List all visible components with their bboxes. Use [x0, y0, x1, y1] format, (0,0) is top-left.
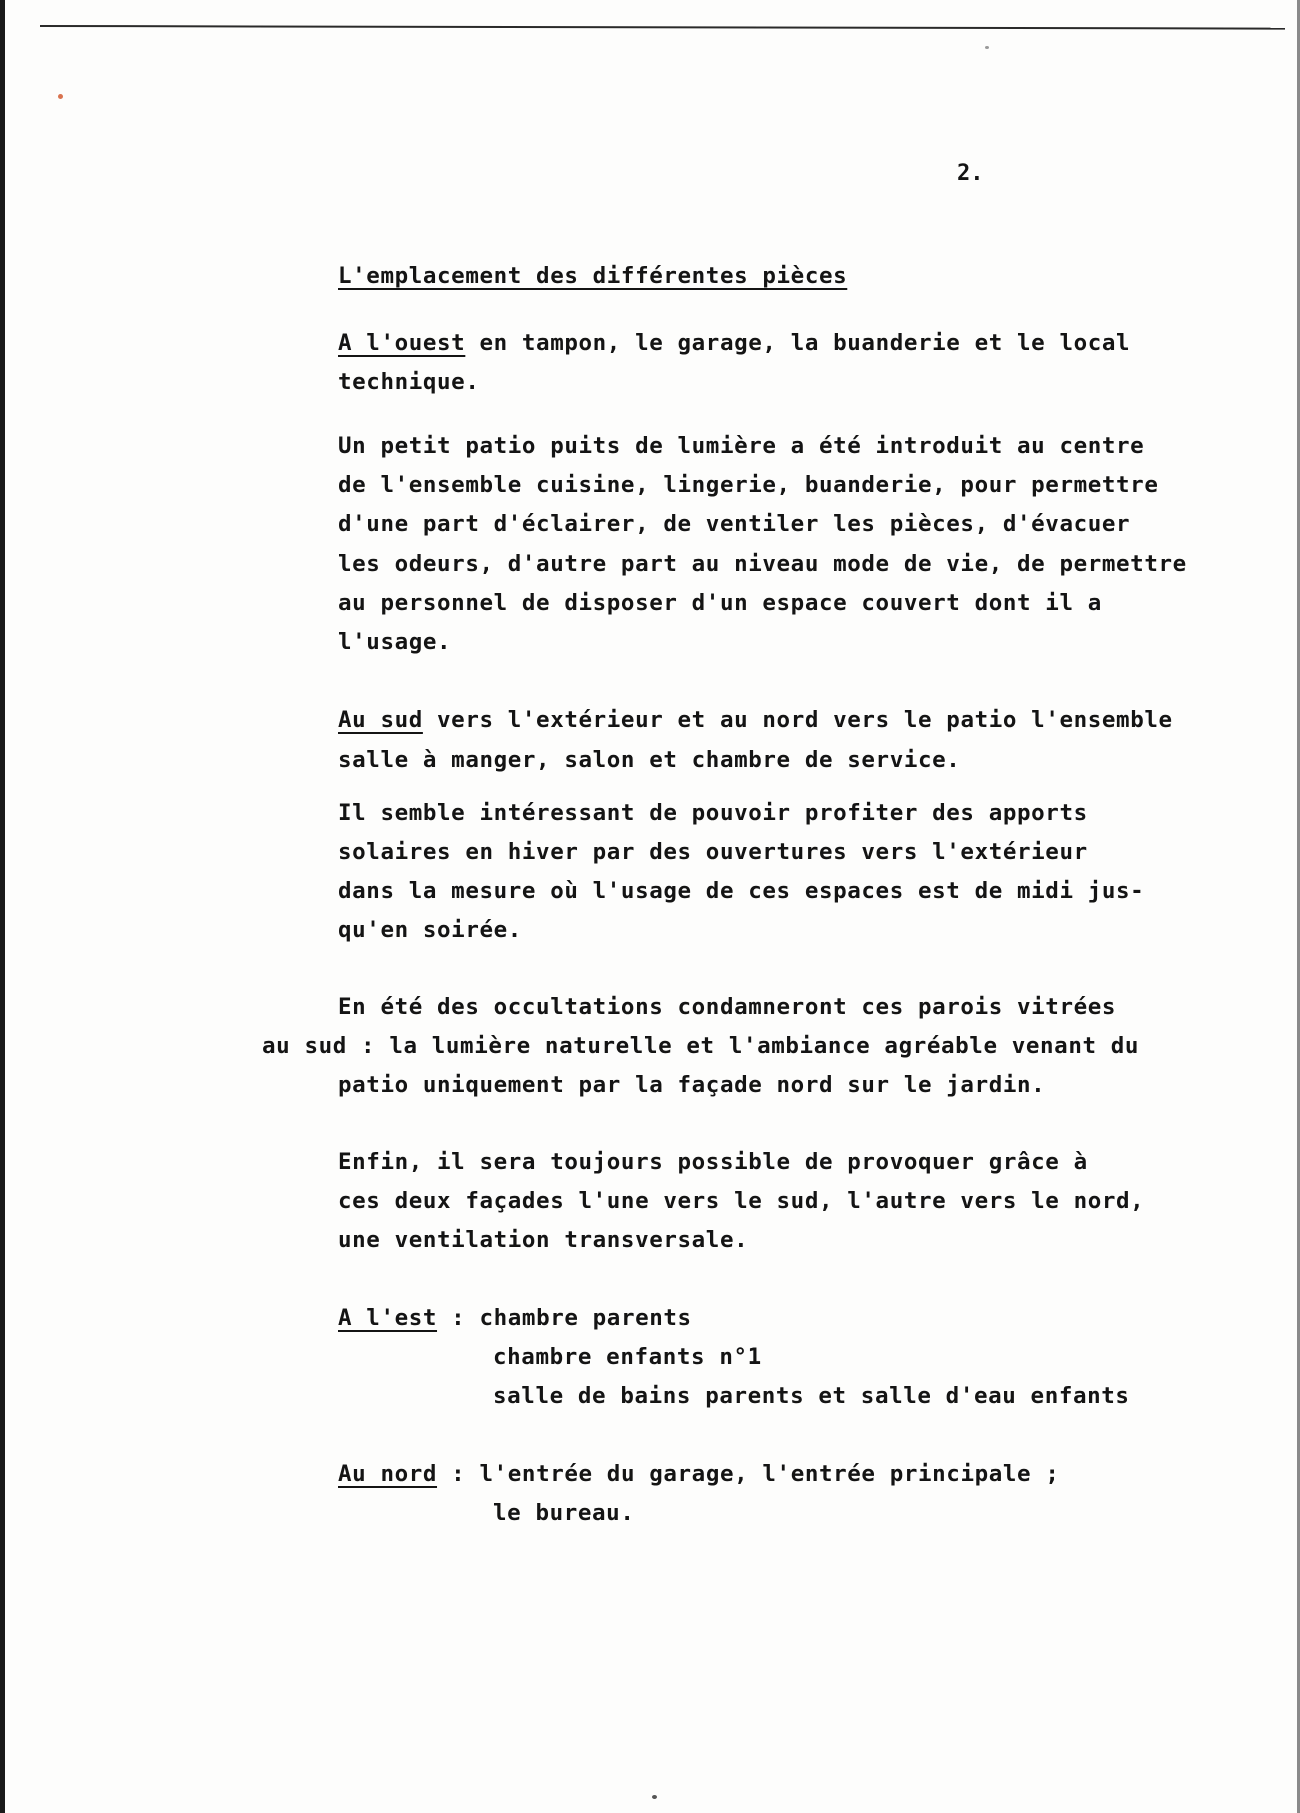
est-line-1	[338, 1307, 692, 1330]
scan-speck	[58, 94, 63, 99]
page-number: 2.	[957, 161, 984, 186]
enfin-line: une ventilation transversale.	[338, 1227, 749, 1253]
est-item: salle de bains parents et salle d'eau enfants	[493, 1383, 1130, 1409]
est-label: A l'est	[338, 1305, 438, 1331]
patio-line: les odeurs, d'autre part au niveau mode de vie, de permettre	[338, 551, 1187, 577]
solaire-line: dans la mesure où l'usage de ces espaces est de midi jus-	[338, 878, 1145, 904]
patio-line: l'usage.	[338, 629, 452, 655]
nord-label: Au nord	[338, 1461, 438, 1487]
sud-line-2: salle à manger, salon et chambre de service.	[338, 747, 961, 773]
est-item: chambre parents	[479, 1305, 692, 1331]
patio-line: d'une part d'éclairer, de ventiler les pièces, d'évacuer	[338, 511, 1131, 537]
solaire-line: qu'en soirée.	[338, 917, 522, 943]
est-item: chambre enfants n°1	[493, 1344, 762, 1370]
patio-line: de l'ensemble cuisine, lingerie, buanderie, pour permettre	[338, 472, 1159, 498]
solaire-line: solaires en hiver par des ouvertures vers l'extérieur	[338, 839, 1088, 865]
scan-speck	[652, 1795, 657, 1799]
est-separator: :	[437, 1305, 480, 1331]
nord-line-1	[338, 1463, 1059, 1486]
ouest-label: A l'ouest	[338, 330, 466, 356]
ete-line: patio uniquement par la façade nord sur le jardin.	[338, 1072, 1046, 1098]
patio-line: Un petit patio puits de lumière a été introduit au centre	[338, 433, 1145, 459]
sud-text: vers l'extérieur et au nord vers le patio l'ensemble	[422, 707, 1173, 733]
ete-line: En été des occultations condamneront ces parois vitrées	[338, 994, 1117, 1020]
section-heading: L'emplacement des différentes pièces	[338, 263, 848, 289]
enfin-line: Enfin, il sera toujours possible de provoquer grâce à	[338, 1149, 1088, 1175]
sud-label: Au sud	[338, 707, 423, 733]
solaire-line: Il semble intéressant de pouvoir profiter des apports	[338, 800, 1088, 826]
ouest-line-1	[338, 332, 1130, 355]
enfin-line: ces deux façades l'une vers le sud, l'autre vers le nord,	[338, 1188, 1145, 1214]
nord-item: l'entrée du garage, l'entrée principale ;	[479, 1461, 1060, 1487]
ouest-line-2: technique.	[338, 369, 480, 395]
scan-speck	[985, 46, 989, 49]
sud-line-1	[338, 709, 1173, 732]
scan-left-edge	[0, 0, 5, 1813]
patio-line: au personnel de disposer d'un espace couvert dont il a	[338, 590, 1102, 616]
ete-line: au sud : la lumière naturelle et l'ambiance agréable venant du	[262, 1033, 1140, 1059]
scan-top-edge	[40, 25, 1285, 30]
nord-item: le bureau.	[493, 1500, 635, 1526]
nord-separator: :	[437, 1461, 480, 1487]
ouest-text: en tampon, le garage, la buanderie et le local	[465, 330, 1131, 356]
